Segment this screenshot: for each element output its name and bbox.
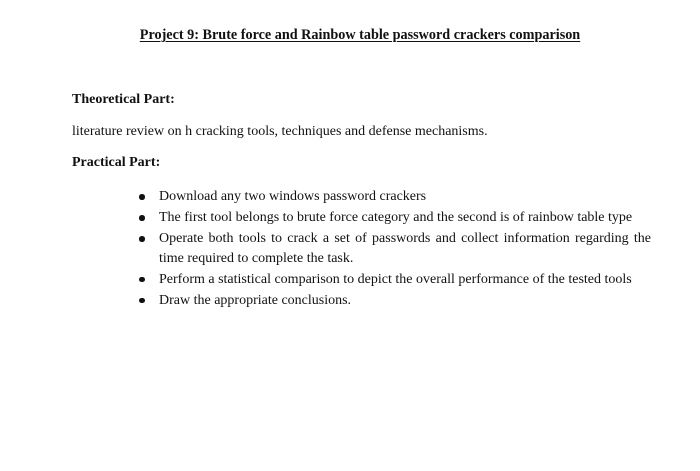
document-title: Project 9: Brute force and Rainbow table password crackers comparison: [139, 27, 581, 43]
bullet-icon: [139, 236, 145, 242]
practical-task-text: Draw the appropriate conclusions.: [159, 292, 352, 308]
bullet-icon: [139, 277, 145, 283]
bullet-icon: [139, 215, 145, 221]
practical-task-item: [135, 291, 651, 311]
practical-task-item: [135, 208, 651, 228]
practical-task-list: [135, 187, 651, 312]
bullet-icon: [139, 298, 145, 304]
practical-task-item: [135, 187, 651, 207]
theoretical-part-text: literature review on h cracking tools, techniques and defense mechanisms.: [72, 124, 488, 139]
practical-task-item: [135, 270, 651, 290]
practical-task-text: Download any two windows password crackers: [159, 189, 427, 204]
practical-part-heading: Practical Part:: [72, 155, 161, 170]
practical-task-text: The first tool belongs to brute force category and the second is of rainbow table type: [159, 210, 633, 225]
practical-task-text: Perform a statistical comparison to depict the overall performance of the tested tools: [159, 271, 632, 287]
theoretical-part-heading: Theoretical Part:: [72, 92, 175, 107]
practical-task-item: [135, 229, 651, 268]
practical-task-text: Operate both tools to crack a set of passwords and collect information regarding the time required to complete the task.: [159, 231, 651, 266]
bullet-icon: [139, 194, 145, 200]
